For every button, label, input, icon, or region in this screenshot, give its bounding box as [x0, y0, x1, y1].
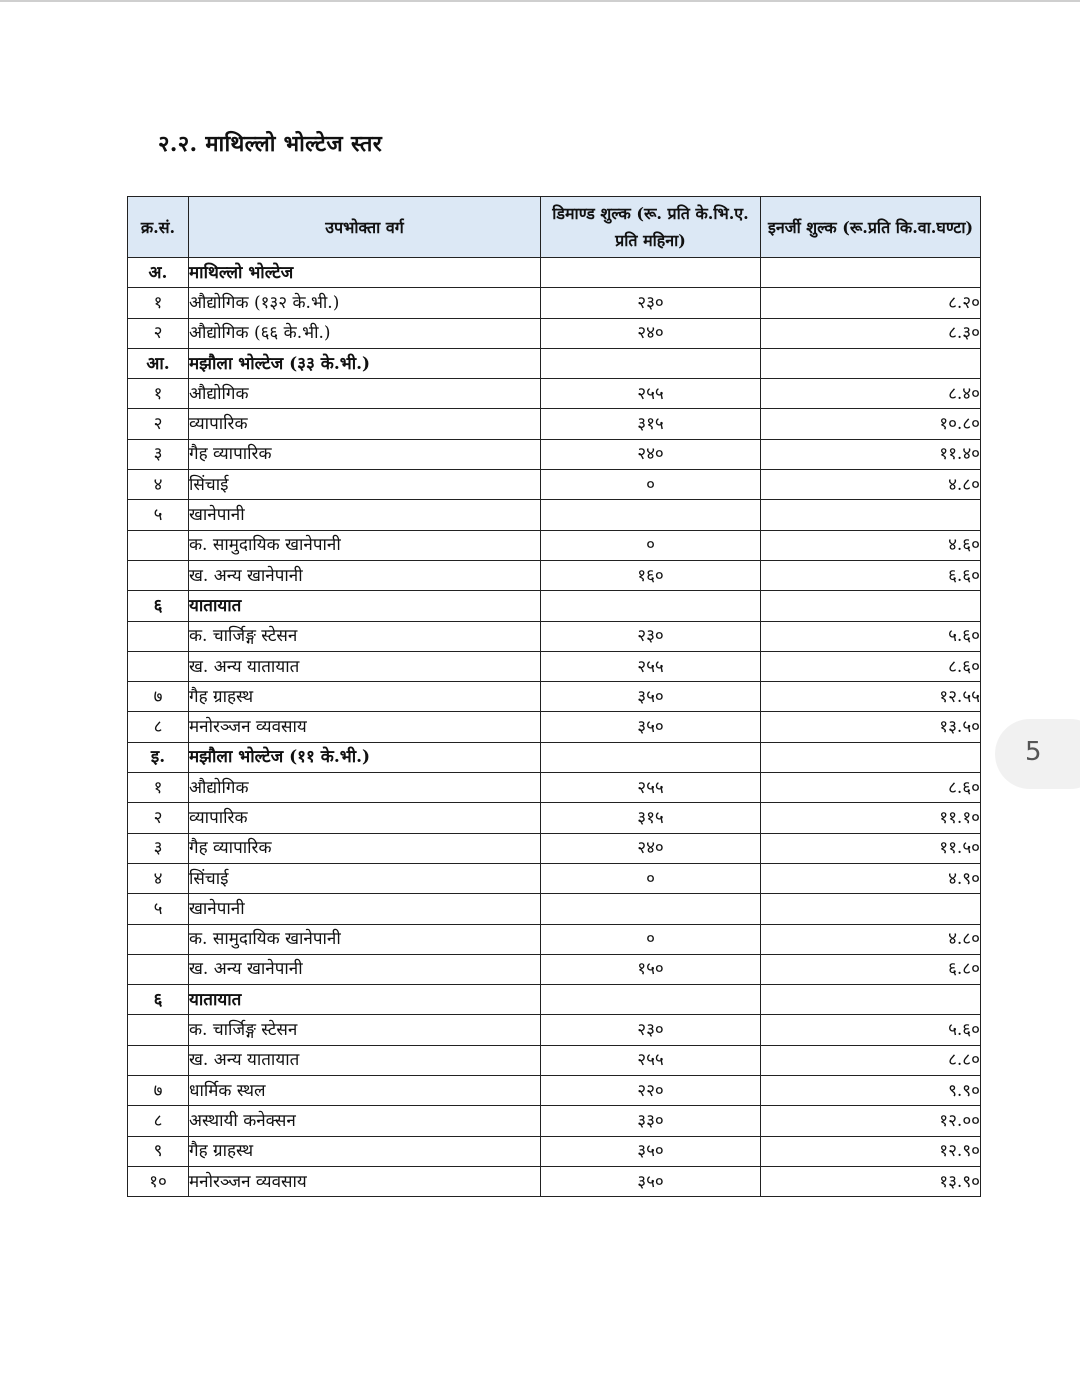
row-energy-charge: ४.८० — [761, 924, 981, 954]
row-energy-charge: ८.३० — [761, 318, 981, 348]
row-category: औद्योगिक (१३२ के.भी.) — [189, 288, 541, 318]
row-serial — [128, 651, 189, 681]
row-category: यातायात — [189, 591, 541, 621]
row-serial — [128, 1015, 189, 1045]
row-category: क. चार्जिङ्ग स्टेसन — [189, 621, 541, 651]
row-demand-charge: ३५० — [541, 682, 761, 712]
row-energy-charge: ५.६० — [761, 621, 981, 651]
row-energy-charge: ८.४० — [761, 379, 981, 409]
row-category: गैह ग्राहस्थ — [189, 682, 541, 712]
row-energy-charge — [761, 348, 981, 378]
table-row — [128, 742, 981, 772]
row-category: ख. अन्य यातायात — [189, 1045, 541, 1075]
table-row — [128, 1136, 981, 1166]
row-serial: ६ — [128, 985, 189, 1015]
row-energy-charge — [761, 500, 981, 530]
table-row — [128, 1076, 981, 1106]
row-energy-charge — [761, 985, 981, 1015]
row-serial: २ — [128, 409, 189, 439]
row-serial: ८ — [128, 1106, 189, 1136]
row-demand-charge — [541, 894, 761, 924]
row-demand-charge: २३० — [541, 1015, 761, 1045]
table-row — [128, 773, 981, 803]
row-serial: अ. — [128, 258, 189, 288]
table-row — [128, 985, 981, 1015]
row-demand-charge — [541, 348, 761, 378]
row-demand-charge: ३३० — [541, 1106, 761, 1136]
row-demand-charge: ० — [541, 924, 761, 954]
row-serial — [128, 924, 189, 954]
row-energy-charge: १२.९० — [761, 1136, 981, 1166]
row-serial — [128, 621, 189, 651]
row-serial: ७ — [128, 682, 189, 712]
row-energy-charge: ५.६० — [761, 1015, 981, 1045]
row-category: मझौला भोल्टेज (११ के.भी.) — [189, 742, 541, 772]
row-category: मनोरञ्जन व्यवसाय — [189, 1166, 541, 1196]
row-demand-charge: ३५० — [541, 1166, 761, 1196]
row-energy-charge: ८.२० — [761, 288, 981, 318]
row-energy-charge: १०.८० — [761, 409, 981, 439]
table-row — [128, 318, 981, 348]
row-category: क. सामुदायिक खानेपानी — [189, 924, 541, 954]
table-row — [128, 560, 981, 590]
row-category: मनोरञ्जन व्यवसाय — [189, 712, 541, 742]
row-demand-charge: १६० — [541, 560, 761, 590]
row-category: ख. अन्य यातायात — [189, 651, 541, 681]
row-serial — [128, 530, 189, 560]
row-category: मझौला भोल्टेज (३३ के.भी.) — [189, 348, 541, 378]
table-row — [128, 833, 981, 863]
row-energy-charge: ११.४० — [761, 439, 981, 469]
row-serial: २ — [128, 803, 189, 833]
row-energy-charge: ४.९० — [761, 863, 981, 893]
row-serial: ६ — [128, 591, 189, 621]
row-serial: ४ — [128, 863, 189, 893]
row-serial — [128, 560, 189, 590]
row-category: खानेपानी — [189, 894, 541, 924]
row-energy-charge: ९.९० — [761, 1076, 981, 1106]
row-serial — [128, 1045, 189, 1075]
row-category: औद्योगिक (६६ के.भी.) — [189, 318, 541, 348]
row-energy-charge — [761, 894, 981, 924]
row-category: ख. अन्य खानेपानी — [189, 954, 541, 984]
row-category: गैह व्यापारिक — [189, 439, 541, 469]
table-row — [128, 954, 981, 984]
table-row — [128, 1045, 981, 1075]
row-serial: ५ — [128, 500, 189, 530]
row-demand-charge: २३० — [541, 288, 761, 318]
row-demand-charge: ० — [541, 863, 761, 893]
table-row — [128, 651, 981, 681]
row-demand-charge: २४० — [541, 833, 761, 863]
row-serial: ३ — [128, 439, 189, 469]
table-row — [128, 621, 981, 651]
row-serial: इ. — [128, 742, 189, 772]
row-category: औद्योगिक — [189, 379, 541, 409]
row-energy-charge: १२.५५ — [761, 682, 981, 712]
row-demand-charge: २३० — [541, 621, 761, 651]
table-row — [128, 1015, 981, 1045]
row-demand-charge: ३१५ — [541, 409, 761, 439]
row-serial: २ — [128, 318, 189, 348]
row-energy-charge: १३.९० — [761, 1166, 981, 1196]
row-energy-charge: ६.८० — [761, 954, 981, 984]
table-row — [128, 379, 981, 409]
row-category: अस्थायी कनेक्सन — [189, 1106, 541, 1136]
table-row — [128, 500, 981, 530]
row-energy-charge: ११.१० — [761, 803, 981, 833]
table-header-row — [128, 197, 981, 258]
row-demand-charge: ३१५ — [541, 803, 761, 833]
row-demand-charge: १५० — [541, 954, 761, 984]
row-category: सिंचाई — [189, 863, 541, 893]
row-energy-charge — [761, 591, 981, 621]
row-energy-charge — [761, 742, 981, 772]
section-heading: २.२. माथिल्लो भोल्टेज स्तर — [158, 131, 382, 157]
row-energy-charge: ८.६० — [761, 773, 981, 803]
table-row — [128, 1166, 981, 1196]
row-energy-charge: ४.६० — [761, 530, 981, 560]
row-demand-charge: २५५ — [541, 651, 761, 681]
row-energy-charge: ८.६० — [761, 651, 981, 681]
row-serial: ७ — [128, 1076, 189, 1106]
row-category: माथिल्लो भोल्टेज — [189, 258, 541, 288]
row-category: व्यापारिक — [189, 409, 541, 439]
row-category: क. सामुदायिक खानेपानी — [189, 530, 541, 560]
row-demand-charge: २५५ — [541, 379, 761, 409]
row-energy-charge: १२.०० — [761, 1106, 981, 1136]
table-row — [128, 288, 981, 318]
row-demand-charge: २२० — [541, 1076, 761, 1106]
row-demand-charge: २५५ — [541, 1045, 761, 1075]
table-row — [128, 682, 981, 712]
row-category: गैह व्यापारिक — [189, 833, 541, 863]
row-energy-charge: ८.८० — [761, 1045, 981, 1075]
row-energy-charge: ६.६० — [761, 560, 981, 590]
row-category: व्यापारिक — [189, 803, 541, 833]
header-serial: क्र.सं. — [128, 197, 189, 258]
table-row — [128, 409, 981, 439]
page-number-badge[interactable] — [995, 719, 1080, 789]
table-row — [128, 348, 981, 378]
row-category: ख. अन्य खानेपानी — [189, 560, 541, 590]
row-demand-charge — [541, 500, 761, 530]
tariff-table-body — [128, 258, 981, 1197]
row-serial: १ — [128, 773, 189, 803]
table-row — [128, 894, 981, 924]
row-serial: ९ — [128, 1136, 189, 1166]
row-serial: १ — [128, 288, 189, 318]
row-demand-charge: ० — [541, 530, 761, 560]
page-number: 5 — [1025, 737, 1042, 767]
table-row — [128, 258, 981, 288]
table-row — [128, 1106, 981, 1136]
row-demand-charge — [541, 258, 761, 288]
row-category: खानेपानी — [189, 500, 541, 530]
row-demand-charge: २४० — [541, 439, 761, 469]
row-category: औद्योगिक — [189, 773, 541, 803]
row-category: यातायात — [189, 985, 541, 1015]
header-category: उपभोक्ता वर्ग — [189, 197, 541, 258]
row-energy-charge — [761, 258, 981, 288]
table-row — [128, 470, 981, 500]
table-row — [128, 863, 981, 893]
row-category: गैह ग्राहस्थ — [189, 1136, 541, 1166]
row-demand-charge — [541, 985, 761, 1015]
row-demand-charge — [541, 742, 761, 772]
table-row — [128, 530, 981, 560]
row-serial: आ. — [128, 348, 189, 378]
table-row — [128, 712, 981, 742]
table-row — [128, 439, 981, 469]
row-serial: ८ — [128, 712, 189, 742]
table-row — [128, 591, 981, 621]
table-row — [128, 924, 981, 954]
tariff-table — [127, 196, 981, 1197]
row-serial — [128, 954, 189, 984]
row-serial: ३ — [128, 833, 189, 863]
header-demand-charge: डिमाण्ड शुल्क (रू. प्रति के.भि.ए. प्रति महिना) — [541, 197, 761, 258]
row-demand-charge: ० — [541, 470, 761, 500]
row-demand-charge: २५५ — [541, 773, 761, 803]
table-row — [128, 803, 981, 833]
row-category: क. चार्जिङ्ग स्टेसन — [189, 1015, 541, 1045]
row-demand-charge: ३५० — [541, 712, 761, 742]
row-energy-charge: १३.५० — [761, 712, 981, 742]
row-energy-charge: ४.८० — [761, 470, 981, 500]
row-demand-charge: २४० — [541, 318, 761, 348]
row-demand-charge — [541, 591, 761, 621]
row-category: धार्मिक स्थल — [189, 1076, 541, 1106]
row-category: सिंचाई — [189, 470, 541, 500]
row-serial: १ — [128, 379, 189, 409]
row-serial: ४ — [128, 470, 189, 500]
row-demand-charge: ३५० — [541, 1136, 761, 1166]
header-energy-charge: इनर्जी शुल्क (रू.प्रति कि.वा.घण्टा) — [761, 197, 981, 258]
row-serial: १० — [128, 1166, 189, 1196]
top-divider — [0, 0, 1080, 2]
row-serial: ५ — [128, 894, 189, 924]
row-energy-charge: ११.५० — [761, 833, 981, 863]
